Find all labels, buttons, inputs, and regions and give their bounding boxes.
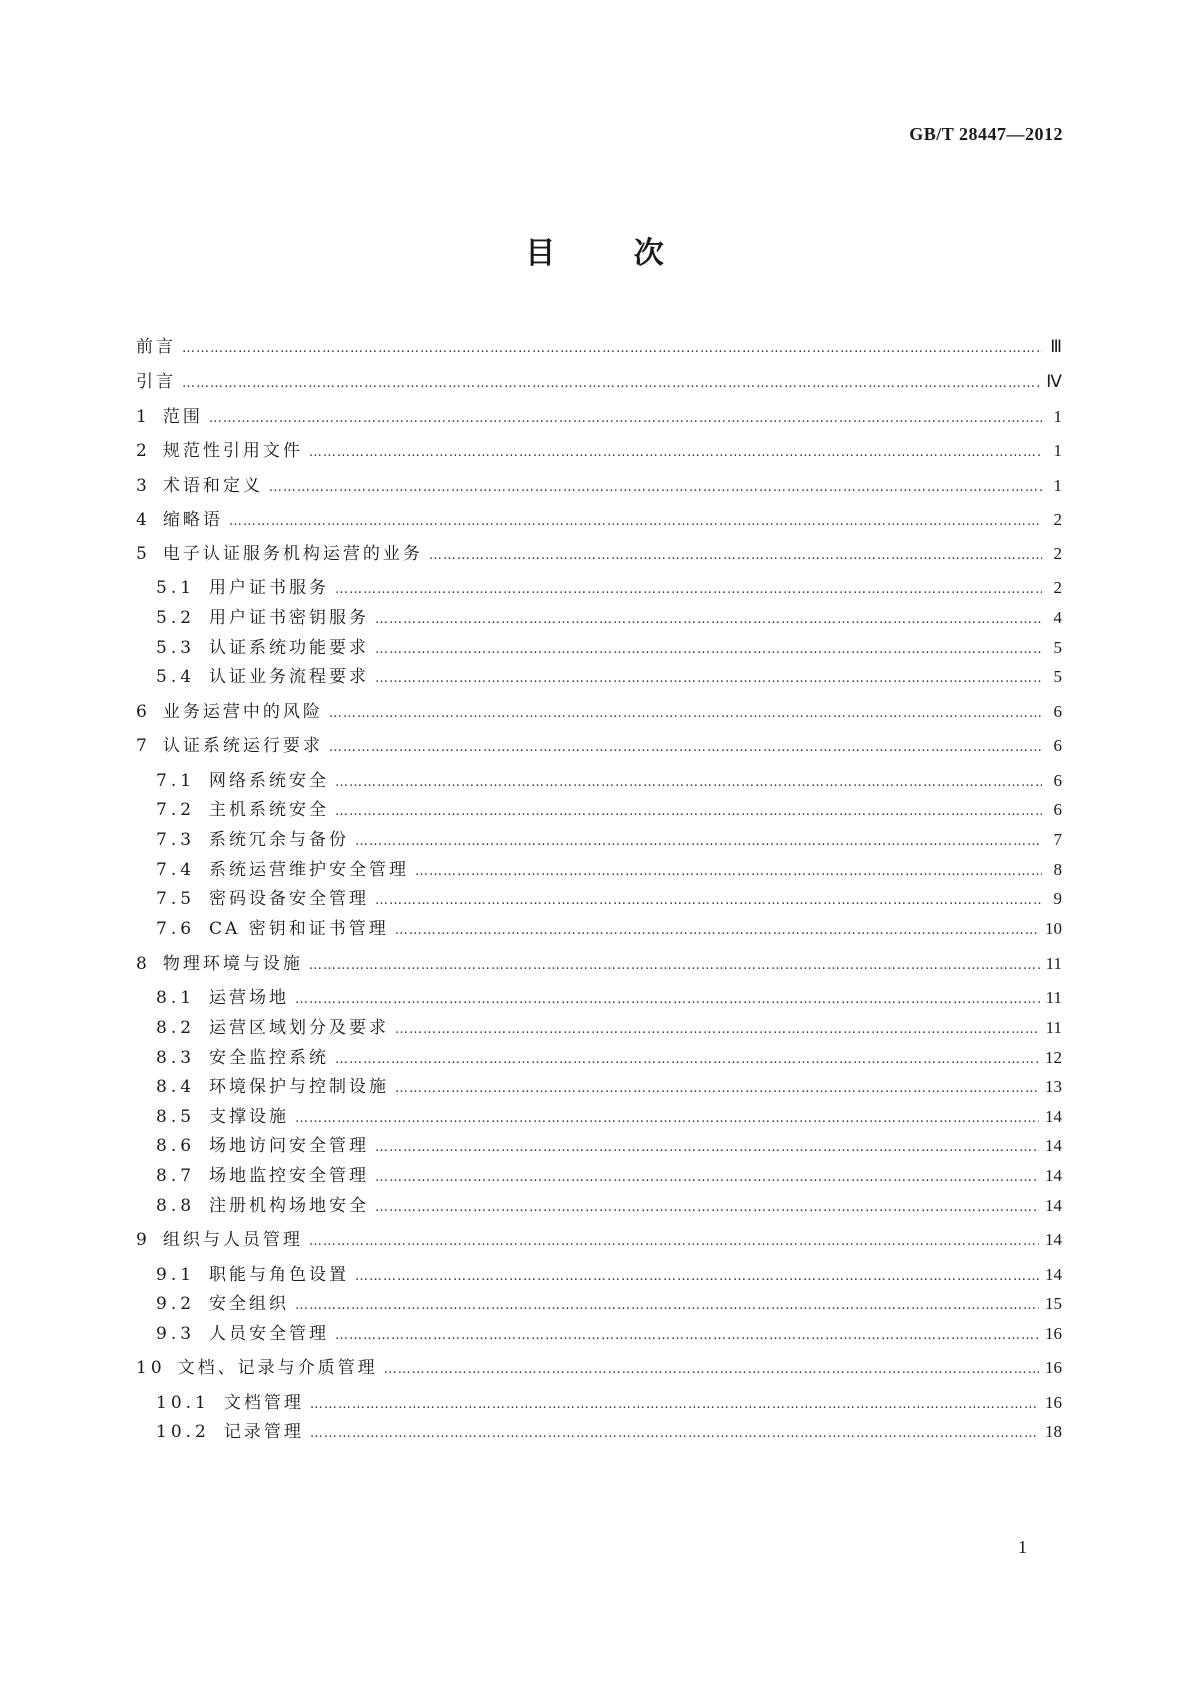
toc-entry-label: 用户证书服务 [209, 578, 330, 598]
toc-entry-page: 11 [1045, 954, 1062, 973]
toc-dot-leader [375, 637, 1042, 663]
toc-entry-label: 前言 [136, 337, 176, 357]
toc-entry[interactable] [136, 438, 1062, 464]
toc-entry-number: 3 [136, 476, 151, 496]
toc-entry-page: 15 [1045, 1294, 1062, 1313]
toc-entry-label: 支撑设施 [209, 1107, 290, 1127]
toc-entry-label: 系统冗余与备份 [209, 830, 350, 850]
toc-entry-page: 14 [1045, 1230, 1062, 1249]
toc-dot-leader [384, 1357, 1039, 1383]
toc-dot-leader [335, 1047, 1039, 1073]
footer-page-number: 1 [1018, 1537, 1027, 1557]
toc-entry-label: 安全组织 [209, 1294, 290, 1314]
toc-dot-leader [375, 607, 1042, 633]
toc-dot-leader [295, 1106, 1039, 1132]
toc-subentry[interactable] [156, 1193, 1062, 1219]
toc-entry-page: 9 [1053, 889, 1062, 908]
toc-entry-page: 10 [1045, 919, 1062, 938]
toc-entry-page: 11 [1045, 988, 1062, 1007]
toc-entry-page: Ⅲ [1050, 337, 1062, 356]
toc-entry-page: 14 [1045, 1107, 1062, 1126]
toc-dot-leader [335, 770, 1042, 796]
toc-entry-page: 1 [1053, 476, 1062, 495]
title-char-2: 次 [633, 236, 666, 271]
toc-subentry[interactable] [156, 1074, 1062, 1100]
toc-dot-leader [182, 336, 1042, 362]
toc-entry-number: 7.5 [156, 889, 196, 909]
standard-code: GB/T 28447—2012 [909, 124, 1063, 144]
toc-entry-number: 8.1 [156, 988, 196, 1008]
toc-entry-number: 7.1 [156, 771, 196, 791]
toc-entry-page: 14 [1045, 1136, 1062, 1155]
toc-entry-label: 人员安全管理 [209, 1324, 330, 1344]
toc-entry-number: 8.8 [156, 1196, 196, 1216]
toc-dot-leader [309, 440, 1042, 466]
toc-entry-number: 1 [136, 407, 151, 427]
toc-entry-page: 7 [1053, 830, 1062, 849]
toc-entry-page: 5 [1053, 638, 1062, 657]
toc-entry-number: 5.3 [156, 638, 196, 658]
toc-entry-label: 术语和定义 [162, 476, 263, 496]
toc-entry-label: 运营场地 [209, 988, 290, 1008]
toc-entry[interactable] [136, 951, 1062, 977]
toc-dot-leader [355, 829, 1042, 855]
toc-entry-number: 9.3 [156, 1324, 196, 1344]
toc-entry-number: 8 [136, 954, 151, 974]
toc-subentry[interactable] [156, 605, 1062, 631]
toc-entry-number: 5.4 [156, 667, 196, 687]
toc-entry-number: 2 [136, 441, 151, 461]
toc-entry-number: 7.2 [156, 800, 196, 820]
toc-subentry[interactable] [156, 768, 1062, 794]
toc-dot-leader [182, 371, 1040, 397]
toc-entry[interactable] [136, 473, 1062, 499]
toc-entry-label: 认证系统运行要求 [162, 736, 323, 756]
toc-dot-leader [375, 1195, 1039, 1221]
toc-entry-label: 认证业务流程要求 [209, 667, 370, 687]
toc-entry-number: 5.2 [156, 608, 196, 628]
toc-entry-label: 网络系统安全 [209, 771, 330, 791]
toc-entry-number: 10 [136, 1358, 166, 1378]
toc-dot-leader [329, 735, 1042, 761]
toc-entry-label: 引言 [136, 372, 176, 392]
toc-subentry[interactable] [156, 857, 1062, 883]
toc-entry-number: 7.3 [156, 830, 196, 850]
toc-entry-label: 缩略语 [162, 510, 223, 530]
toc-subentry[interactable] [156, 886, 1062, 912]
toc-entry-page: 13 [1045, 1077, 1062, 1096]
toc-entry-number: 9 [136, 1230, 151, 1250]
toc-entry-page: 14 [1045, 1265, 1062, 1284]
toc-subentry[interactable] [156, 1133, 1062, 1159]
toc-subentry[interactable] [156, 1163, 1062, 1189]
toc-entry-label: 组织与人员管理 [162, 1230, 303, 1250]
toc-entry-number: 7.6 [156, 919, 196, 939]
title-char-1: 目 [525, 236, 558, 271]
toc-entry-label: 业务运营中的风险 [162, 702, 323, 722]
toc-dot-leader [355, 1264, 1039, 1290]
toc-dot-leader [395, 1076, 1039, 1102]
toc-subentry[interactable] [156, 664, 1062, 690]
toc-subentry[interactable] [156, 1104, 1062, 1130]
toc-entry-label: 场地访问安全管理 [209, 1136, 370, 1156]
toc-entry-page: 12 [1045, 1048, 1062, 1067]
toc-dot-leader [269, 475, 1042, 501]
toc-dot-leader [295, 987, 1040, 1013]
toc-dot-leader [309, 953, 1040, 979]
toc-entry-label: 物理环境与设施 [162, 954, 303, 974]
toc-entry-page: 16 [1045, 1393, 1062, 1412]
toc-entry-page: 1 [1053, 441, 1062, 460]
toc-entry[interactable] [136, 334, 1062, 360]
toc-dot-leader [375, 666, 1042, 692]
toc-entry-number: 7 [136, 736, 151, 756]
toc-entry-label: 运营区域划分及要求 [209, 1018, 390, 1038]
toc-dot-leader [310, 1421, 1039, 1447]
toc-entry-label: 安全监控系统 [209, 1048, 330, 1068]
toc-entry[interactable] [136, 1227, 1062, 1253]
toc-entry-label: 用户证书密钥服务 [209, 608, 370, 628]
toc-entry[interactable] [136, 733, 1062, 759]
toc-entry[interactable] [136, 404, 1062, 430]
toc-dot-leader [395, 918, 1039, 944]
toc-dot-leader [329, 701, 1042, 727]
toc-entry-page: 6 [1053, 736, 1062, 755]
toc-dot-leader [209, 406, 1042, 432]
toc-entry-label: 文档、记录与介质管理 [177, 1358, 378, 1378]
toc-entry-label: CA 密钥和证书管理 [209, 919, 389, 939]
toc-subentry[interactable] [156, 916, 1062, 942]
toc-entry-number: 9.1 [156, 1265, 196, 1285]
toc-entry-label: 职能与角色设置 [209, 1265, 350, 1285]
toc-entry-number: 9.2 [156, 1294, 196, 1314]
toc-subentry[interactable] [156, 827, 1062, 853]
toc-entry-label: 主机系统安全 [209, 800, 330, 820]
toc-subentry[interactable] [156, 1045, 1062, 1071]
toc-entry-page: 2 [1053, 510, 1062, 529]
toc-subentry[interactable] [156, 1390, 1062, 1416]
toc-entry-label: 认证系统功能要求 [209, 638, 370, 658]
toc-dot-leader [310, 1392, 1039, 1418]
toc-dot-leader [429, 543, 1042, 569]
toc-entry-page: 6 [1053, 702, 1062, 721]
toc-entry-label: 密码设备安全管理 [209, 889, 370, 909]
toc-entry-page: 14 [1045, 1166, 1062, 1185]
toc-entry-number: 8.7 [156, 1166, 196, 1186]
toc-entry-page: 2 [1053, 544, 1062, 563]
toc-entry-number: 5 [136, 544, 151, 564]
toc-entry-page: 8 [1053, 860, 1062, 879]
toc-subentry[interactable] [156, 575, 1062, 601]
toc-entry[interactable] [136, 541, 1062, 567]
toc-entry-number: 8.5 [156, 1107, 196, 1127]
toc-entry-page: 6 [1053, 771, 1062, 790]
toc-subentry[interactable] [156, 797, 1062, 823]
toc-entry-number: 10.2 [156, 1422, 210, 1442]
toc-dot-leader [335, 1323, 1039, 1349]
toc-dot-leader [229, 509, 1042, 535]
toc-entry-number: 8.3 [156, 1048, 196, 1068]
toc-entry-page: 5 [1053, 667, 1062, 686]
toc-entry-page: 14 [1045, 1196, 1062, 1215]
toc-entry-number: 8.6 [156, 1136, 196, 1156]
toc-entry-number: 7.4 [156, 860, 196, 880]
toc-dot-leader [335, 577, 1042, 603]
toc-entry-page: 11 [1045, 1018, 1062, 1037]
toc-entry-number: 8.4 [156, 1077, 196, 1097]
toc-entry-label: 系统运营维护安全管理 [209, 860, 410, 880]
toc-entry[interactable] [136, 1355, 1062, 1381]
toc-subentry[interactable] [156, 1419, 1062, 1445]
toc-entry-page: 18 [1045, 1422, 1062, 1441]
toc-entry-number: 8.2 [156, 1018, 196, 1038]
toc-entry[interactable] [136, 507, 1062, 533]
toc-dot-leader [309, 1229, 1039, 1255]
toc-dot-leader [395, 1017, 1040, 1043]
toc-entry-page: Ⅳ [1046, 372, 1062, 391]
toc-dot-leader [375, 1165, 1039, 1191]
toc-entry-label: 范围 [162, 407, 203, 427]
toc-dot-leader [415, 859, 1042, 885]
toc-entry-page: 6 [1053, 800, 1062, 819]
toc-entry-page: 2 [1053, 578, 1062, 597]
toc-dot-leader [375, 888, 1042, 914]
toc-entry-page: 16 [1045, 1324, 1062, 1343]
toc-entry-label: 环境保护与控制设施 [209, 1077, 390, 1097]
toc-subentry[interactable] [156, 985, 1062, 1011]
toc-entry-page: 4 [1053, 608, 1062, 627]
toc-entry[interactable] [136, 699, 1062, 725]
toc-entry-page: 1 [1053, 407, 1062, 426]
toc-dot-leader [375, 1135, 1039, 1161]
toc-entry-number: 5.1 [156, 578, 196, 598]
toc-subentry[interactable] [156, 1291, 1062, 1317]
toc-entry-label: 场地监控安全管理 [209, 1166, 370, 1186]
toc-entry-number: 4 [136, 510, 151, 530]
toc-entry-label: 文档管理 [223, 1393, 304, 1413]
toc-dot-leader [295, 1293, 1039, 1319]
toc-subentry[interactable] [156, 1015, 1062, 1041]
toc-entry-label: 电子认证服务机构运营的业务 [162, 544, 423, 564]
toc-entry-label: 规范性引用文件 [162, 441, 303, 461]
toc-subentry[interactable] [156, 1262, 1062, 1288]
toc-entry-label: 注册机构场地安全 [209, 1196, 370, 1216]
page-title [0, 228, 1191, 272]
toc-entry-number: 10.1 [156, 1393, 210, 1413]
toc-subentry[interactable] [156, 1321, 1062, 1347]
toc-subentry[interactable] [156, 635, 1062, 661]
toc-entry-number: 6 [136, 702, 151, 722]
toc-dot-leader [335, 799, 1042, 825]
toc-entry[interactable] [136, 369, 1062, 395]
toc-entry-label: 记录管理 [223, 1422, 304, 1442]
toc-entry-page: 16 [1045, 1358, 1062, 1377]
